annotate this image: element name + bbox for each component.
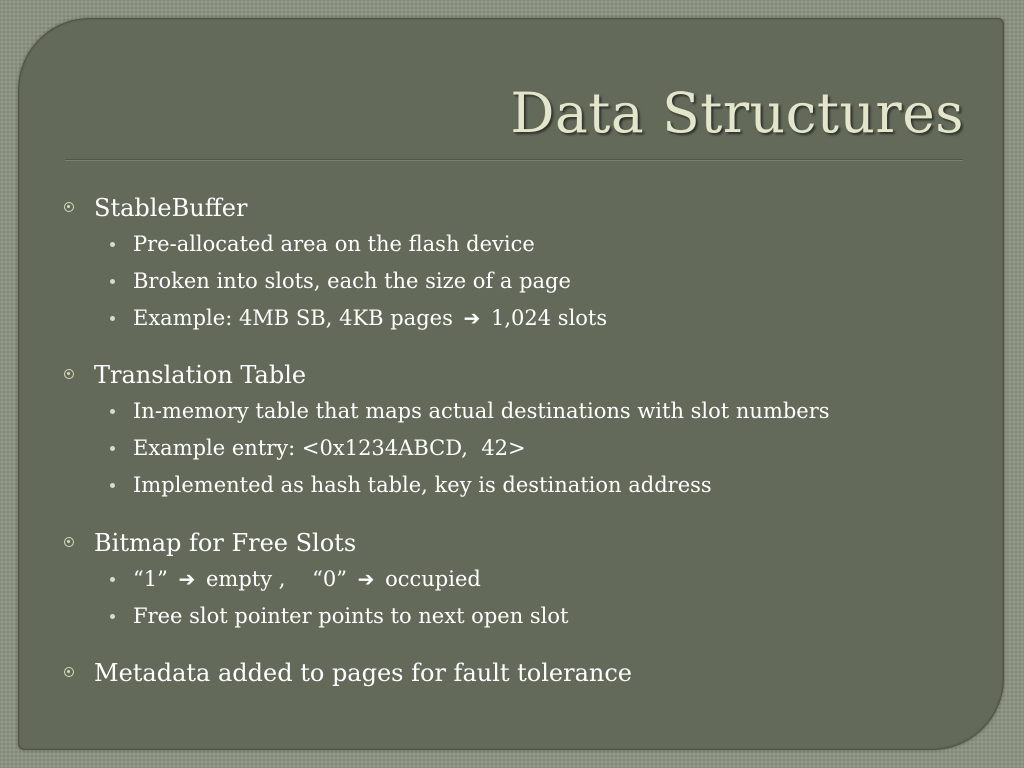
right-arrow-icon: ➔	[357, 567, 375, 591]
bullet-group-stablebuffer	[62, 190, 982, 337]
title-divider	[65, 159, 963, 161]
bullet-item-level2	[62, 598, 982, 635]
bullet-text: Example: 4MB SB, 4KB pages	[133, 306, 453, 330]
bullet-text: Bitmap for Free Slots	[94, 529, 357, 557]
right-arrow-icon: ➔	[178, 567, 196, 591]
right-arrow-icon: ➔	[463, 306, 481, 330]
bullet-group-metadata	[62, 655, 982, 691]
small-dot-bullet-icon	[110, 446, 115, 451]
slide-title: Data Structures	[510, 81, 964, 145]
bullet-text: Broken into slots, each the size of a page	[133, 269, 571, 293]
bullet-group-bitmap	[62, 525, 982, 635]
bullet-text: In-memory table that maps actual destinations with slot numbers	[133, 399, 830, 423]
small-dot-bullet-icon	[110, 483, 115, 488]
bullet-item-level2	[62, 393, 982, 430]
small-dot-bullet-icon	[110, 409, 115, 414]
bullet-item-level2	[62, 561, 982, 598]
circled-dot-bullet-icon	[64, 667, 74, 677]
bullet-text: occupied	[385, 567, 481, 591]
small-dot-bullet-icon	[110, 279, 115, 284]
small-dot-bullet-icon	[110, 242, 115, 247]
bullet-item-level2	[62, 300, 982, 337]
bullet-text: 1,024 slots	[491, 306, 608, 330]
bullet-text: Implemented as hash table, key is destination address	[133, 473, 712, 497]
bullet-item-level1	[62, 525, 982, 561]
small-dot-bullet-icon	[110, 614, 115, 619]
bullet-text: Metadata added to pages for fault tolerance	[94, 659, 633, 687]
sub-bullet-list	[62, 226, 982, 337]
circled-dot-bullet-icon	[64, 537, 74, 547]
sub-bullet-list	[62, 561, 982, 635]
slide-content	[62, 190, 982, 713]
bullet-text: Example entry: <0x1234ABCD, 42>	[133, 436, 526, 460]
bullet-item-level1	[62, 655, 982, 691]
bullet-item-level2	[62, 467, 982, 504]
bullet-item-level2	[62, 226, 982, 263]
bullet-text: Pre-allocated area on the flash device	[133, 232, 535, 256]
bullet-text: Translation Table	[94, 361, 307, 389]
bullet-item-level1	[62, 357, 982, 393]
circled-dot-bullet-icon	[64, 369, 74, 379]
bullet-group-translation-table	[62, 357, 982, 504]
bullet-text: Free slot pointer points to next open slot	[133, 604, 569, 628]
small-dot-bullet-icon	[110, 316, 115, 321]
bullet-item-level2	[62, 430, 982, 467]
bullet-item-level1	[62, 190, 982, 226]
bullet-item-level2	[62, 263, 982, 300]
bullet-text: “1”	[133, 567, 168, 591]
small-dot-bullet-icon	[110, 577, 115, 582]
circled-dot-bullet-icon	[64, 202, 74, 212]
bullet-text: StableBuffer	[94, 194, 248, 222]
bullet-text: empty , “0”	[205, 567, 347, 591]
sub-bullet-list	[62, 393, 982, 504]
